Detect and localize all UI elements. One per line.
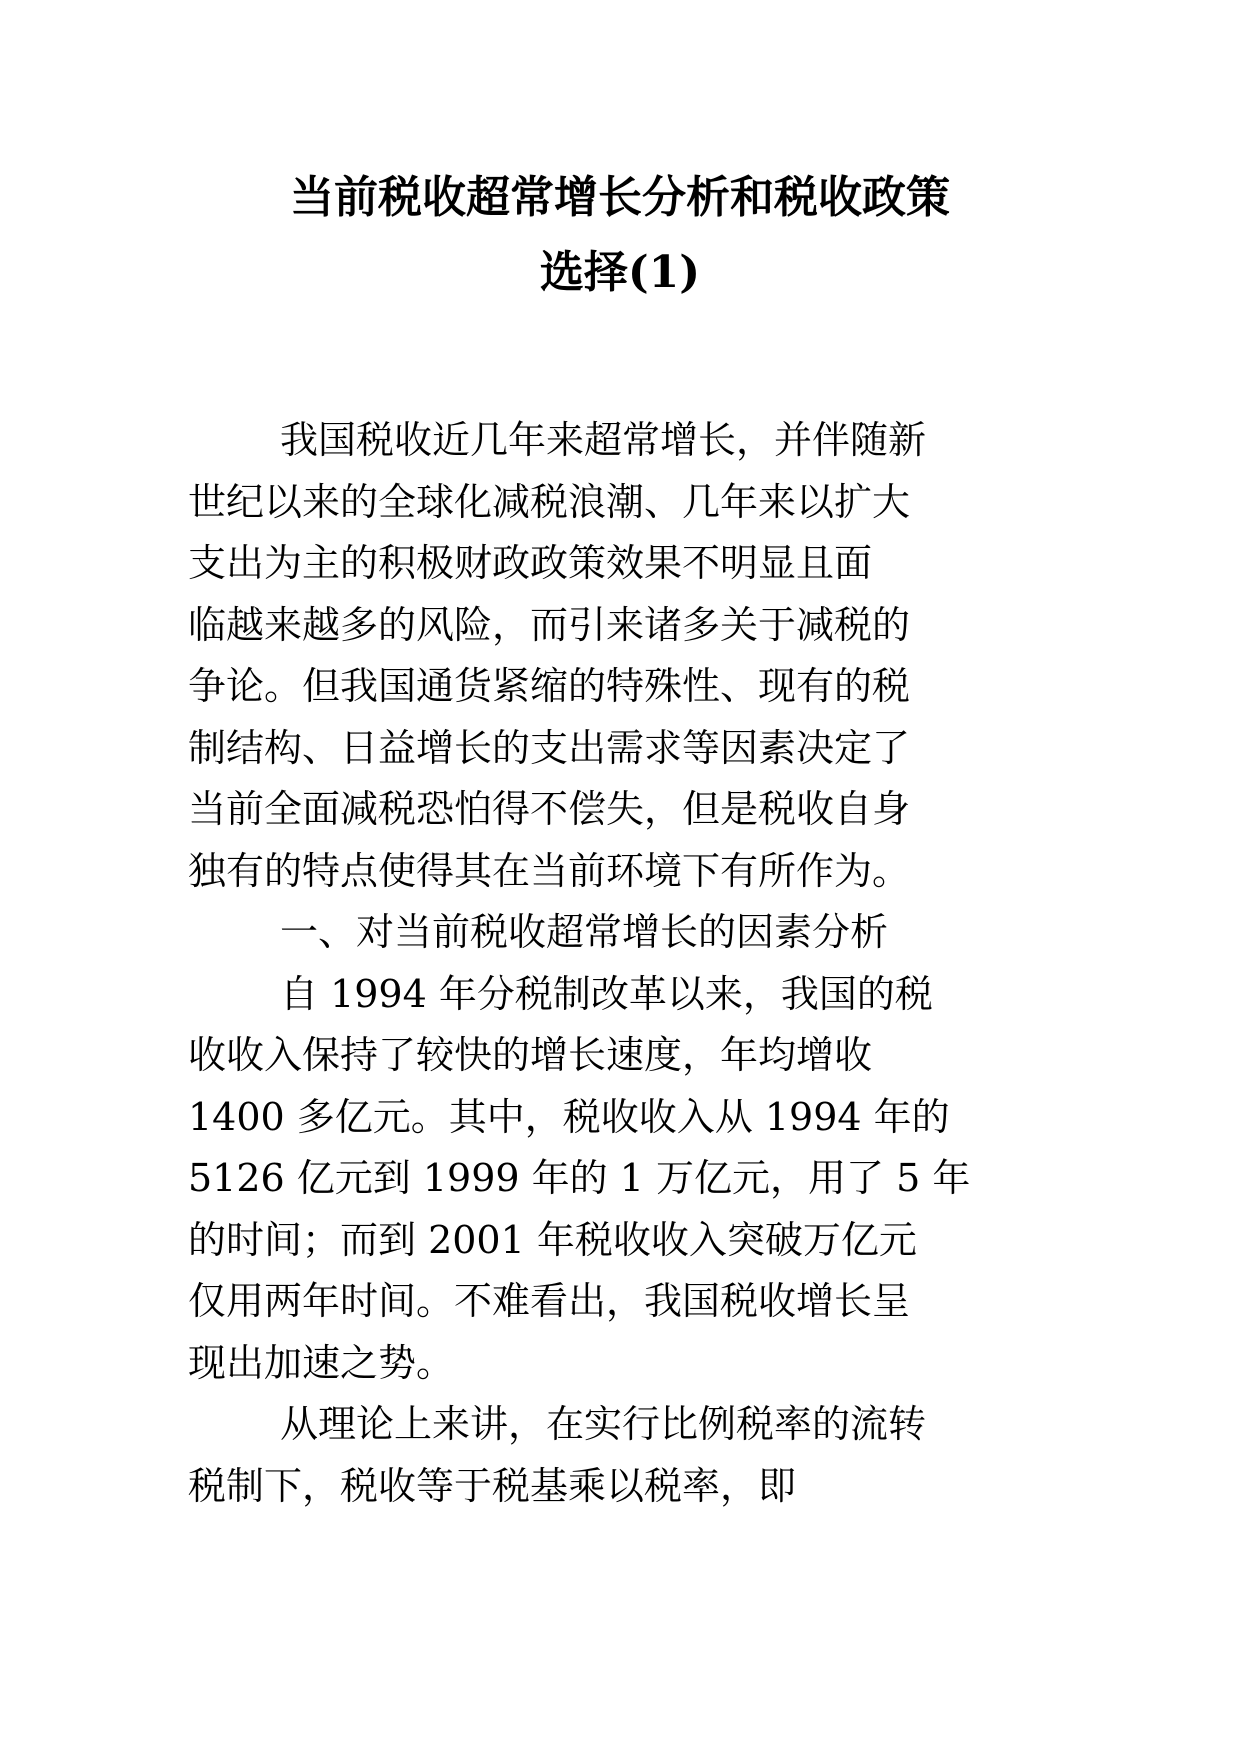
body-line: 支出为主的积极财政政策效果不明显且面: [188, 541, 873, 585]
body-line: 临越来越多的风险，而引来诸多关于减税的: [188, 602, 911, 647]
body-line: 5126 亿元到 1999 年的 1 万亿元，用了 5 年: [188, 1156, 971, 1200]
body-line: 现出加速之势。: [188, 1340, 455, 1385]
section-heading: 一、对当前税收超常增长的因素分析: [280, 910, 889, 954]
body-line: 税制下，税收等于税基乘以税率，即: [188, 1463, 797, 1508]
body-line: 1400 多亿元。其中，税收收入从 1994 年的: [188, 1094, 950, 1139]
document-title-line-1: 当前税收超常增长分析和税收政策: [290, 172, 950, 223]
body-line: 我国税收近几年来超常增长，并伴随新: [280, 418, 927, 462]
body-line: 收收入保持了较快的增长速度，年均增收: [188, 1033, 873, 1077]
body-line: 从理论上来讲，在实行比例税率的流转: [280, 1402, 927, 1446]
body-line: 的时间；而到 2001 年税收收入突破万亿元: [188, 1217, 917, 1262]
body-line: 争论。但我国通货紧缩的特殊性、现有的税: [188, 664, 911, 708]
document-title-line-2: 选择(1): [539, 247, 701, 298]
body-line: 世纪以来的全球化减税浪潮、几年来以扩大: [188, 479, 911, 524]
document-body: [188, 410, 1056, 1517]
body-line: 当前全面减税恐怕得不偿失，但是税收自身: [188, 787, 911, 831]
body-line: 制结构、日益增长的支出需求等因素决定了: [188, 725, 911, 770]
body-line: 仅用两年时间。不难看出，我国税收增长呈: [188, 1279, 911, 1323]
body-line: 独有的特点使得其在当前环境下有所作为。: [188, 848, 911, 893]
body-line: 自 1994 年分税制改革以来，我国的税: [280, 971, 933, 1016]
